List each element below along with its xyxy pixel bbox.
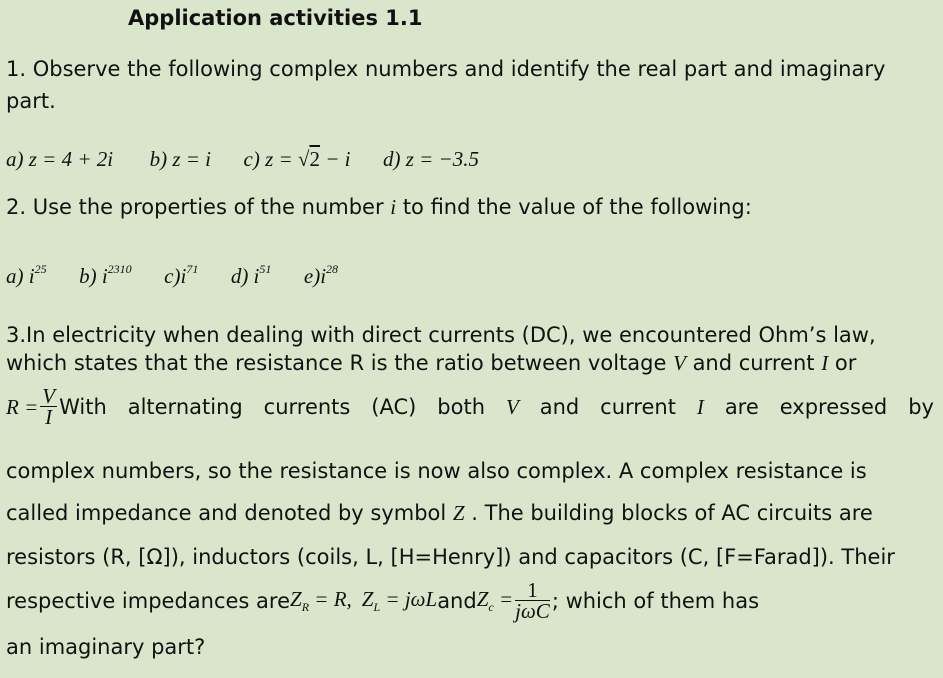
question-2-line: 2. Use the properties of the number i to find the value of the following: [6, 195, 752, 219]
question-3-line-8: an imaginary part? [6, 635, 206, 659]
impedance-resistor: $Z_R = R$, [290, 587, 352, 614]
ohm-lhs: R = [6, 394, 39, 419]
question-3-line-5: called impedance and denoted by symbol Z . The building blocks of AC circuits are [6, 501, 873, 525]
question-3-line-6: resistors (R, [Ω]), inductors (coils, L, [H=Henry]) and capacitors (C, [F=Farad]). Their [6, 545, 895, 569]
ohm-fraction: $\frac{V}{I}$ [42, 384, 56, 429]
question-3-line-4: complex numbers, so the resistance is now also complex. A complex resistance is [6, 459, 867, 483]
option-a: a) z = 4 + 2i [6, 147, 114, 171]
option-d: d) z = −3.5 [382, 147, 479, 171]
question-3-line-1: 3.In electricity when dealing with direct currents (DC), we encountered Ohm’s law, [6, 323, 876, 347]
capacitor-fraction: $\frac{1}{\text{jωC}}$ [515, 578, 550, 623]
line-3-text: With alternating currents (AC) both V and current I are expressed by [59, 394, 934, 419]
option-b: b) z = i [149, 147, 212, 171]
question-3-line-7: respective impedances are $Z_R = R$, $Z_L = j\omega L$ and $Z_c$ = $\frac{1}{\text{jωC}}$ ; which of them has [6, 578, 760, 623]
question-1-line-2: part. [6, 89, 56, 113]
question-2-items [6, 258, 338, 289]
question-3-line-2: which states that the resistance R is the ratio between voltage V and current I or [6, 351, 857, 375]
item-e: $e)i^{28}$ [303, 262, 339, 288]
item-d: d) $i^{51}$ [230, 262, 272, 288]
question-1-options [6, 146, 479, 172]
symbol-i: i [390, 195, 397, 219]
item-b: b) $i^{2310}$ [79, 262, 132, 288]
question-3-line-3 [6, 386, 934, 427]
impedance-capacitor: $Z_c$ = [476, 587, 514, 614]
item-c: $c)i^{71}$ [164, 262, 199, 288]
question-1-line-1: 1. Observe the following complex numbers and identify the real part and imaginary [6, 57, 886, 81]
impedance-inductor: $Z_L = j\omega L$ [361, 587, 438, 614]
section-heading: Application activities 1.1 [128, 6, 423, 30]
item-a: a) $i^{25}$ [6, 262, 47, 288]
option-c: c) z = √2 − i [243, 147, 351, 171]
